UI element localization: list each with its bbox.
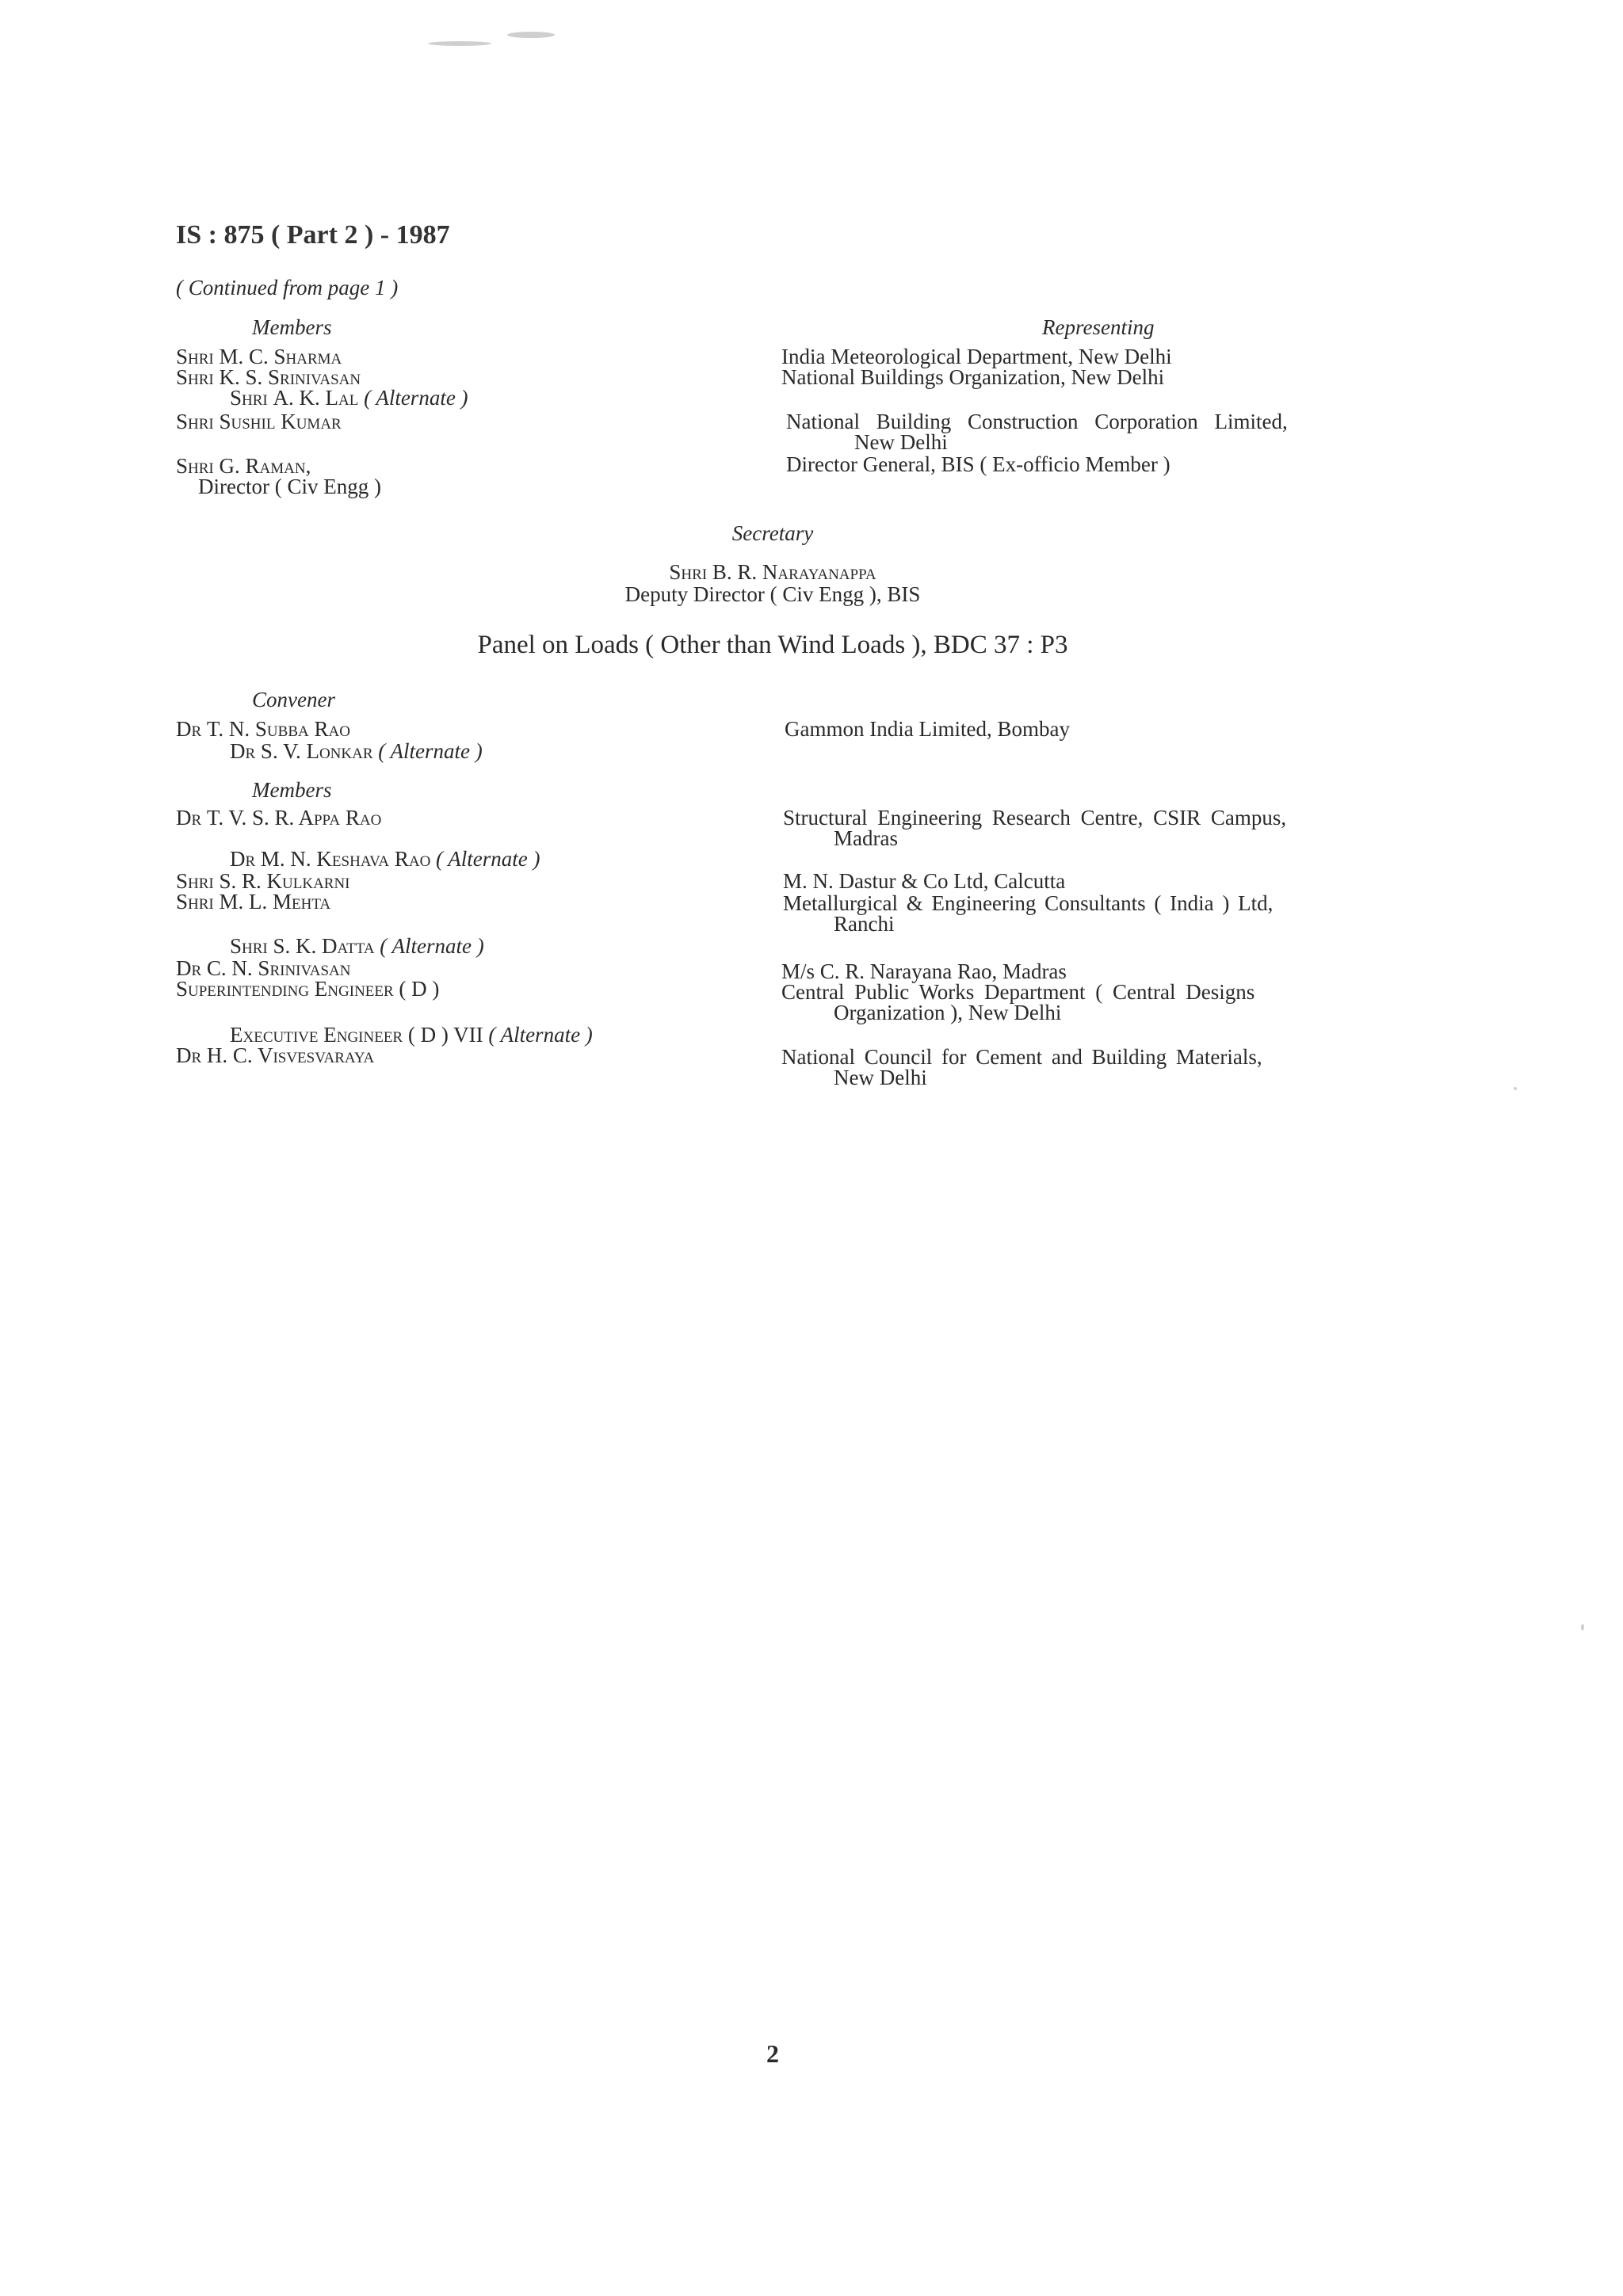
member-organization: National Building Construction Corporation Limited, — [786, 410, 1288, 433]
convener-name: Dr T. N. Subba Rao — [176, 717, 350, 741]
member-organization: Director General, BIS ( Ex-officio Member ) — [786, 452, 1170, 476]
member-name: Dr C. N. Srinivasan — [176, 956, 351, 980]
member-alternate: Executive Engineer ( D ) VII ( Alternate ) — [230, 1023, 593, 1047]
member-organization-cont: Ranchi — [834, 912, 895, 936]
convener-alternate: Dr S. V. Lonkar ( Alternate ) — [230, 739, 483, 763]
member-organization-cont: New Delhi — [854, 430, 948, 454]
representing-column-label: Representing — [1042, 315, 1155, 339]
continued-note: ( Continued from page 1 ) — [176, 276, 399, 299]
member-name: Superintending Engineer ( D ) — [176, 977, 440, 1001]
member-alternate: Shri S. K. Datta ( Alternate ) — [230, 934, 484, 958]
member-name: Shri K. S. Srinivasan — [176, 365, 361, 389]
members-column-label: Members — [252, 315, 332, 339]
document-header: IS : 875 ( Part 2 ) - 1987 — [176, 220, 450, 250]
member-name: Shri M. L. Mehta — [176, 890, 331, 913]
member-organization: Metallurgical & Engineering Consultants ( India ) Ltd, — [783, 891, 1274, 915]
member-organization: M/s C. R. Narayana Rao, Madras — [781, 959, 1067, 983]
secretary-post: Deputy Director ( Civ Engg ), BIS — [624, 582, 921, 606]
member-name: Dr H. C. Visvesvaraya — [176, 1043, 375, 1067]
secretary-name: Shri B. R. Narayanappa — [669, 560, 876, 584]
convener-label: Convener — [252, 688, 335, 711]
member-alternate: Dr M. N. Keshava Rao ( Alternate ) — [230, 847, 540, 871]
member-name: Shri Sushil Kumar — [176, 410, 342, 433]
member-alternate: Shri A. K. Lal ( Alternate ) — [230, 386, 468, 410]
convener-organization: Gammon India Limited, Bombay — [785, 717, 1070, 741]
scan-speck — [1514, 1087, 1517, 1090]
member-organization: National Buildings Organization, New Delhi — [781, 365, 1165, 389]
member-name: Dr T. V. S. R. Appa Rao — [176, 806, 382, 830]
secretary-label: Secretary — [731, 521, 814, 545]
member-organization: Central Public Works Department ( Central Designs — [781, 980, 1255, 1004]
member-name: Shri S. R. Kulkarni — [176, 869, 350, 893]
member-organization: India Meteorological Department, New Delhi — [781, 345, 1172, 368]
member-name: Shri M. C. Sharma — [176, 345, 342, 368]
scan-speck — [428, 41, 491, 46]
member-post: Director ( Civ Engg ) — [198, 475, 381, 498]
member-organization-cont: New Delhi — [834, 1066, 927, 1089]
member-organization: National Council for Cement and Building Materials, — [781, 1045, 1262, 1069]
scan-speck — [507, 32, 555, 38]
member-organization-cont: Madras — [834, 826, 898, 850]
member-organization-cont: Organization ), New Delhi — [834, 1001, 1062, 1024]
panel-members-label: Members — [252, 778, 332, 802]
panel-title: Panel on Loads ( Other than Wind Loads ), BDC 37 : P3 — [477, 631, 1068, 659]
scan-speck — [1581, 1624, 1584, 1630]
member-organization: M. N. Dastur & Co Ltd, Calcutta — [783, 869, 1066, 893]
page-number: 2 — [766, 2039, 779, 2068]
member-organization: Structural Engineering Research Centre, CSIR Campus, — [783, 806, 1287, 830]
member-name: Shri G. Raman, — [176, 454, 311, 478]
